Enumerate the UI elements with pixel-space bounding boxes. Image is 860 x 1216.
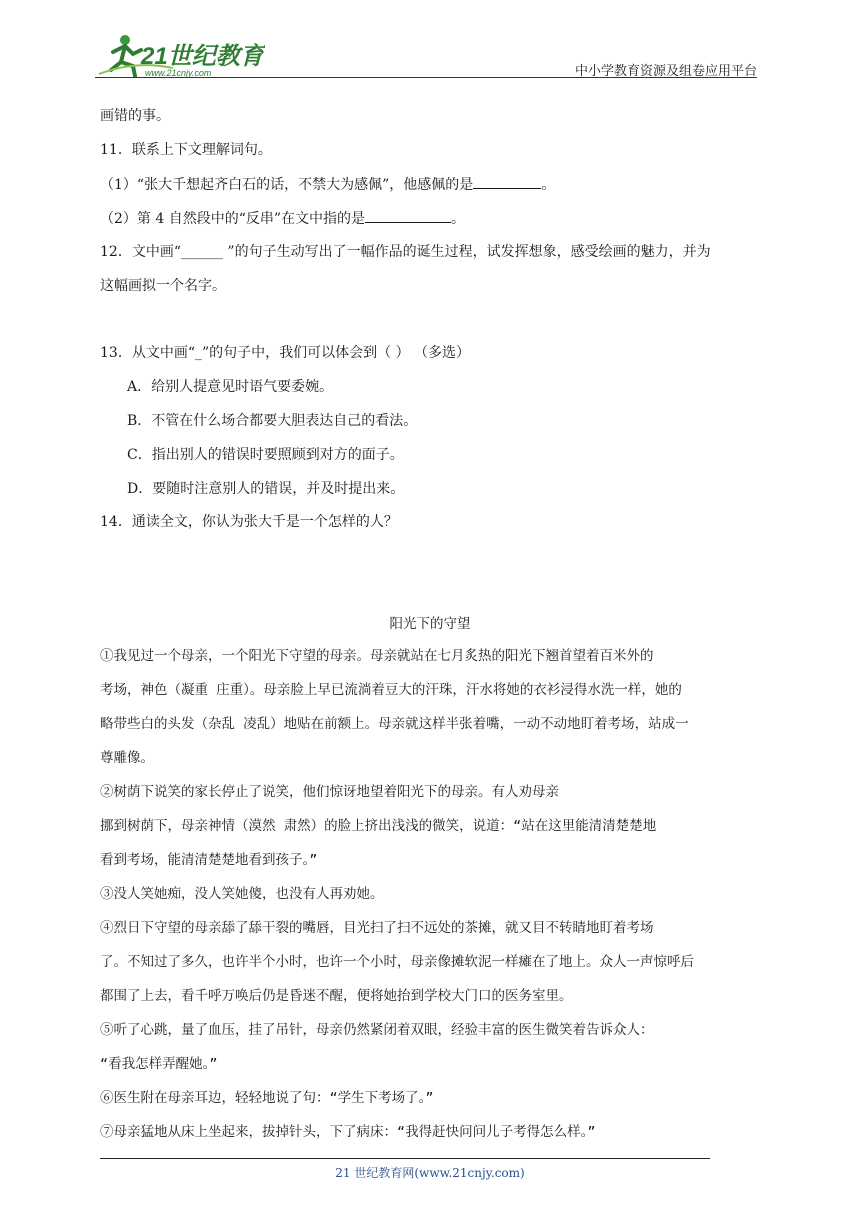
story-line: 看到考场，能清清楚楚地看到孩子。” bbox=[100, 852, 318, 868]
q11-sub1-suffix: 。 bbox=[541, 177, 556, 193]
q13-option-c[interactable]: C．指出别人的错误时要照顾到对方的面子。 bbox=[127, 447, 404, 463]
story-line: ③没人笑她痴，没人笑她傻，也没有人再劝她。 bbox=[100, 886, 384, 902]
answer-blank[interactable] bbox=[365, 208, 451, 223]
story-line: 挪到树荫下，母亲神情（漠然 肃然）的脸上挤出浅浅的微笑，说道：“站在这里能清清楚楚地 bbox=[100, 818, 657, 834]
story-line: 了。不知过了多久，也许半个小时，也许一个小时，母亲像摊软泥一样瘫在了地上。众人一声惊呼后 bbox=[100, 954, 694, 970]
q13-option-a[interactable]: A．给别人提意见时语气要委婉。 bbox=[127, 379, 334, 395]
q11-sub2-text: （2）第 4 自然段中的“反串”在文中指的是 bbox=[100, 211, 366, 227]
q13-option-d[interactable]: D．要随时注意别人的错误，并及时提出来。 bbox=[127, 481, 405, 497]
q11-sub1-text: （1）“张大千想起齐白石的话，不禁大为感佩”，他感佩的是 bbox=[100, 177, 474, 193]
q14-title: 14．通读全文，你认为张大千是一个怎样的人？ bbox=[100, 514, 398, 530]
q11-sub2 bbox=[100, 208, 465, 229]
story-line: 都围了上去，看千呼万唤后仍是昏迷不醒，便将她抬到学校大门口的医务室里。 bbox=[100, 988, 573, 1004]
continued-line: 画错的事。 bbox=[100, 108, 170, 124]
q11-sub2-suffix: 。 bbox=[451, 211, 466, 227]
answer-blank[interactable] bbox=[473, 174, 541, 189]
story-line: ⑤听了心跳，量了血压，挂了吊针，母亲仍然紧闭着双眼，经验丰富的医生微笑着告诉众人： bbox=[100, 1022, 654, 1038]
platform-name: 中小学教育资源及组卷应用平台 bbox=[574, 64, 757, 79]
story-line: 考场，神色（凝重 庄重）。母亲脸上早已流淌着豆大的汗珠，汗水将她的衣衫浸得水洗一样，她的 bbox=[100, 682, 682, 698]
story-line: ⑥医生附在母亲耳边，轻轻地说了句：“学生下考场了。” bbox=[100, 1090, 434, 1106]
q13-option-b[interactable]: B．不管在什么场合都要大胆表达自己的看法。 bbox=[127, 413, 418, 429]
q12-line1: 12．文中画“______ ”的句子生动写出了一幅作品的诞生过程，试发挥想象，感受绘画的魅力，并为 bbox=[100, 244, 711, 260]
header-divider bbox=[95, 77, 757, 78]
logo-url: www.21cnjy.com bbox=[145, 68, 212, 78]
page-header bbox=[95, 30, 757, 80]
story-line: ①我见过一个母亲，一个阳光下守望的母亲。母亲就站在七月炙热的阳光下翘首望着百米外的 bbox=[100, 648, 654, 664]
story-line: ②树荫下说笑的家长停止了说笑，他们惊讶地望着阳光下的母亲。有人劝母亲 bbox=[100, 784, 559, 800]
story-line: ⑦母亲猛地从床上坐起来，拔掉针头，下了病床：“我得赶快问问儿子考得怎么样。” bbox=[100, 1124, 596, 1140]
story-title: 阳光下的守望 bbox=[389, 616, 471, 632]
q11-sub1 bbox=[100, 174, 555, 195]
footer-text[interactable]: 21 世纪教育网(www.21cnjy.com) bbox=[335, 1166, 525, 1180]
q13-title: 13．从文中画“_”的句子中，我们可以体会到（ ） （多选） bbox=[100, 345, 471, 361]
logo-runner-icon bbox=[95, 30, 265, 80]
q11-title: 11．联系上下文理解词句。 bbox=[100, 142, 272, 158]
story-line: “看我怎样弄醒她。” bbox=[100, 1056, 218, 1072]
site-logo[interactable] bbox=[95, 30, 265, 80]
footer-divider bbox=[100, 1158, 710, 1159]
q12-line2: 这幅画拟一个名字。 bbox=[100, 278, 226, 294]
story-line: ④烈日下守望的母亲舔了舔干裂的嘴唇，目光扫了扫不远处的茶摊，就又目不转睛地盯着考场 bbox=[100, 920, 654, 936]
story-line: 尊雕像。 bbox=[100, 750, 154, 766]
logo-text: 21世纪教育 bbox=[141, 43, 264, 70]
story-line: 略带些白的头发（杂乱 凌乱）地贴在前额上。母亲就这样半张着嘴，一动不动地盯着考场，站成一 bbox=[100, 716, 689, 732]
